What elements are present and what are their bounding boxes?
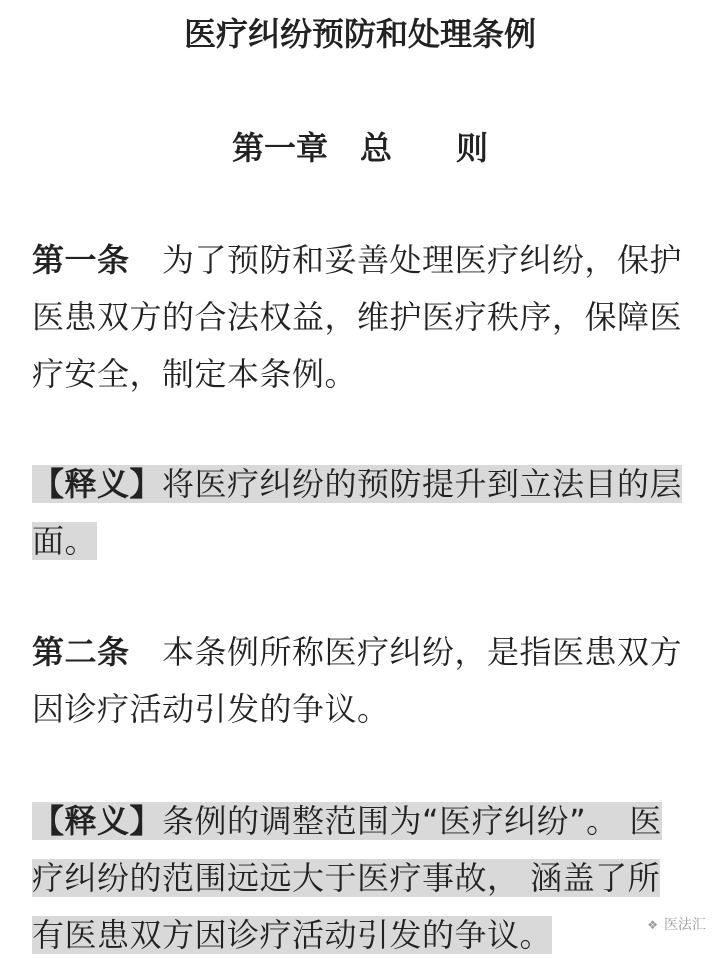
article-2-text: 本条例所称医疗纠纷，是指医患双方因诊疗活动引发的争议。 xyxy=(32,633,683,728)
article-1 xyxy=(32,232,692,403)
note-1-highlight xyxy=(32,465,682,560)
chapter-heading: 第一章 总 则 xyxy=(231,129,488,167)
article-1-number: 第一条 xyxy=(32,241,130,279)
note-2-highlight xyxy=(32,802,662,954)
article-1-text: 为了预防和妥善处理医疗纠纷，保护医患双方的合法权益，维护医疗秩序，保障医疗安全，制定本条例。 xyxy=(32,241,683,393)
wechat-icon: ❖ xyxy=(647,918,658,932)
article-2-number: 第二条 xyxy=(32,633,130,671)
watermark xyxy=(647,915,706,935)
note-2 xyxy=(32,793,692,964)
note-2-text: 条例的调整范围为“医疗纠纷”。 医疗纠纷的范围远远大于医疗事故， 涵盖了所有医患双方因诊疗活动引发的争议。 xyxy=(32,802,662,954)
note-1 xyxy=(32,456,692,570)
note-2-tag: 【释义】 xyxy=(32,802,163,840)
document-title: 医疗纠纷预防和处理条例 xyxy=(183,15,536,53)
article-2 xyxy=(32,624,692,738)
note-1-tag: 【释义】 xyxy=(32,465,163,503)
watermark-text: 医法汇 xyxy=(664,917,706,933)
note-1-text: 将医疗纠纷的预防提升到立法目的层面。 xyxy=(32,465,683,560)
